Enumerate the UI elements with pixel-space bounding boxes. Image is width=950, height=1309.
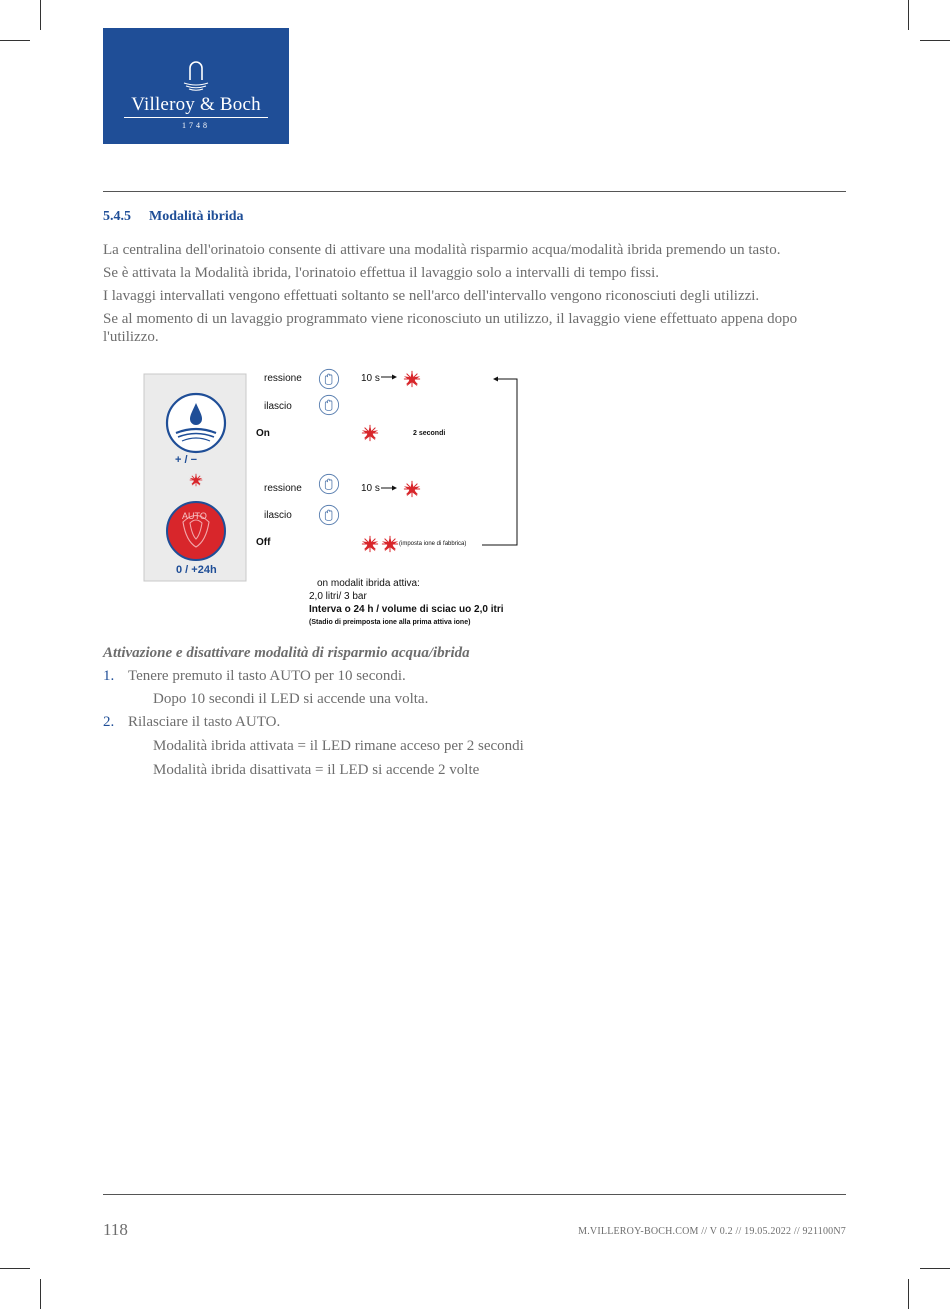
ten-seconds-label: 10 s	[361, 483, 380, 494]
loop-bracket	[482, 379, 517, 545]
hand-release-icon	[319, 395, 338, 414]
crop-mark	[908, 0, 909, 30]
crop-mark	[40, 0, 41, 30]
section-heading	[103, 209, 244, 225]
logo-brand-text: Villeroy & Boch	[131, 94, 261, 115]
note-line: (Stadio di preimposta ione alla prima attiva ione)	[309, 619, 471, 626]
press-label: ressione	[264, 373, 302, 384]
step-number: 1.	[103, 668, 115, 684]
arrow-head-icon	[392, 486, 397, 491]
hand-press-icon	[319, 474, 338, 493]
press-label: ressione	[264, 483, 302, 494]
step-sub: Modalità ibrida attivata = il LED rimane acceso per 2 secondi	[153, 738, 524, 754]
factory-setting-label: (imposta ione di fabbrica)	[399, 541, 467, 547]
section-title: Modalità ibrida	[149, 209, 244, 224]
two-seconds-label: 2 secondi	[413, 430, 446, 437]
loop-arrow-head-icon	[493, 377, 498, 382]
footer-info: M.VILLEROY-BOCH.COM // V 0.2 // 19.05.2022 // 921100N7	[578, 1226, 846, 1237]
led-icon	[362, 425, 378, 441]
note-line: 2,0 litri/ 3 bar	[309, 591, 367, 602]
led-icon	[362, 536, 378, 552]
section-number: 5.4.5	[103, 209, 131, 224]
paragraph: Se al momento di un lavaggio programmato viene riconosciuto un utilizzo, il lavaggio viene effettuato appena dopo l'utilizzo.	[103, 311, 798, 345]
plus-minus-label: + / −	[175, 454, 198, 466]
logo-underline	[124, 117, 268, 118]
step-text: Rilasciare il tasto AUTO.	[128, 714, 281, 730]
crop-mark	[908, 1279, 909, 1309]
led-icon	[382, 536, 398, 552]
footer-rule	[103, 1194, 846, 1195]
led-icon	[404, 481, 420, 497]
hand-release-icon	[319, 505, 338, 524]
hand-press-icon	[319, 369, 338, 388]
header-rule	[103, 191, 846, 192]
step-item	[103, 714, 280, 731]
logo-year: 1748	[182, 121, 210, 130]
step-item	[103, 668, 406, 685]
hybrid-mode-figure	[140, 365, 540, 635]
release-label: ilascio	[264, 401, 292, 412]
ten-seconds-label: 10 s	[361, 373, 380, 384]
zero-24h-label: 0 / +24h	[176, 564, 217, 576]
paragraph: Se è attivata la Modalità ibrida, l'orinatoio effettua il lavaggio solo a intervalli di tempo fissi.	[103, 265, 660, 281]
crop-mark	[0, 40, 30, 41]
subheading: Attivazione e disattivare modalità di risparmio acqua/ibrida	[103, 645, 470, 661]
note-line: on modalit ibrida attiva:	[317, 578, 420, 589]
paragraph: I lavaggi intervallati vengono effettuati soltanto se nell'arco dell'intervallo vengono riconosciuti degli utilizzi.	[103, 288, 760, 304]
led-icon	[404, 371, 420, 387]
release-label: ilascio	[264, 510, 292, 521]
auto-label: AUTO	[182, 511, 207, 521]
crop-mark	[0, 1268, 30, 1269]
crop-mark	[40, 1279, 41, 1309]
step-sub: Dopo 10 secondi il LED si accende una volta.	[153, 691, 429, 707]
step-text: Tenere premuto il tasto AUTO per 10 secondi.	[128, 668, 406, 684]
note-line: Interva o 24 h / volume di sciac uo 2,0 itri	[309, 604, 504, 615]
brand-logo	[103, 28, 289, 144]
flush-button-icon	[167, 394, 225, 452]
paragraph: La centralina dell'orinatoio consente di attivare una modalità risparmio acqua/modalità ibrida premendo un tasto.	[103, 242, 781, 258]
arrow-head-icon	[392, 375, 397, 380]
step-number: 2.	[103, 714, 115, 730]
logo-arch-icon	[181, 58, 211, 92]
page-number: 118	[103, 1220, 128, 1239]
off-label: Off	[256, 537, 271, 548]
step-sub: Modalità ibrida disattivata = il LED si accende 2 volte	[153, 762, 480, 778]
on-label: On	[256, 428, 270, 439]
crop-mark	[920, 40, 950, 41]
crop-mark	[920, 1268, 950, 1269]
